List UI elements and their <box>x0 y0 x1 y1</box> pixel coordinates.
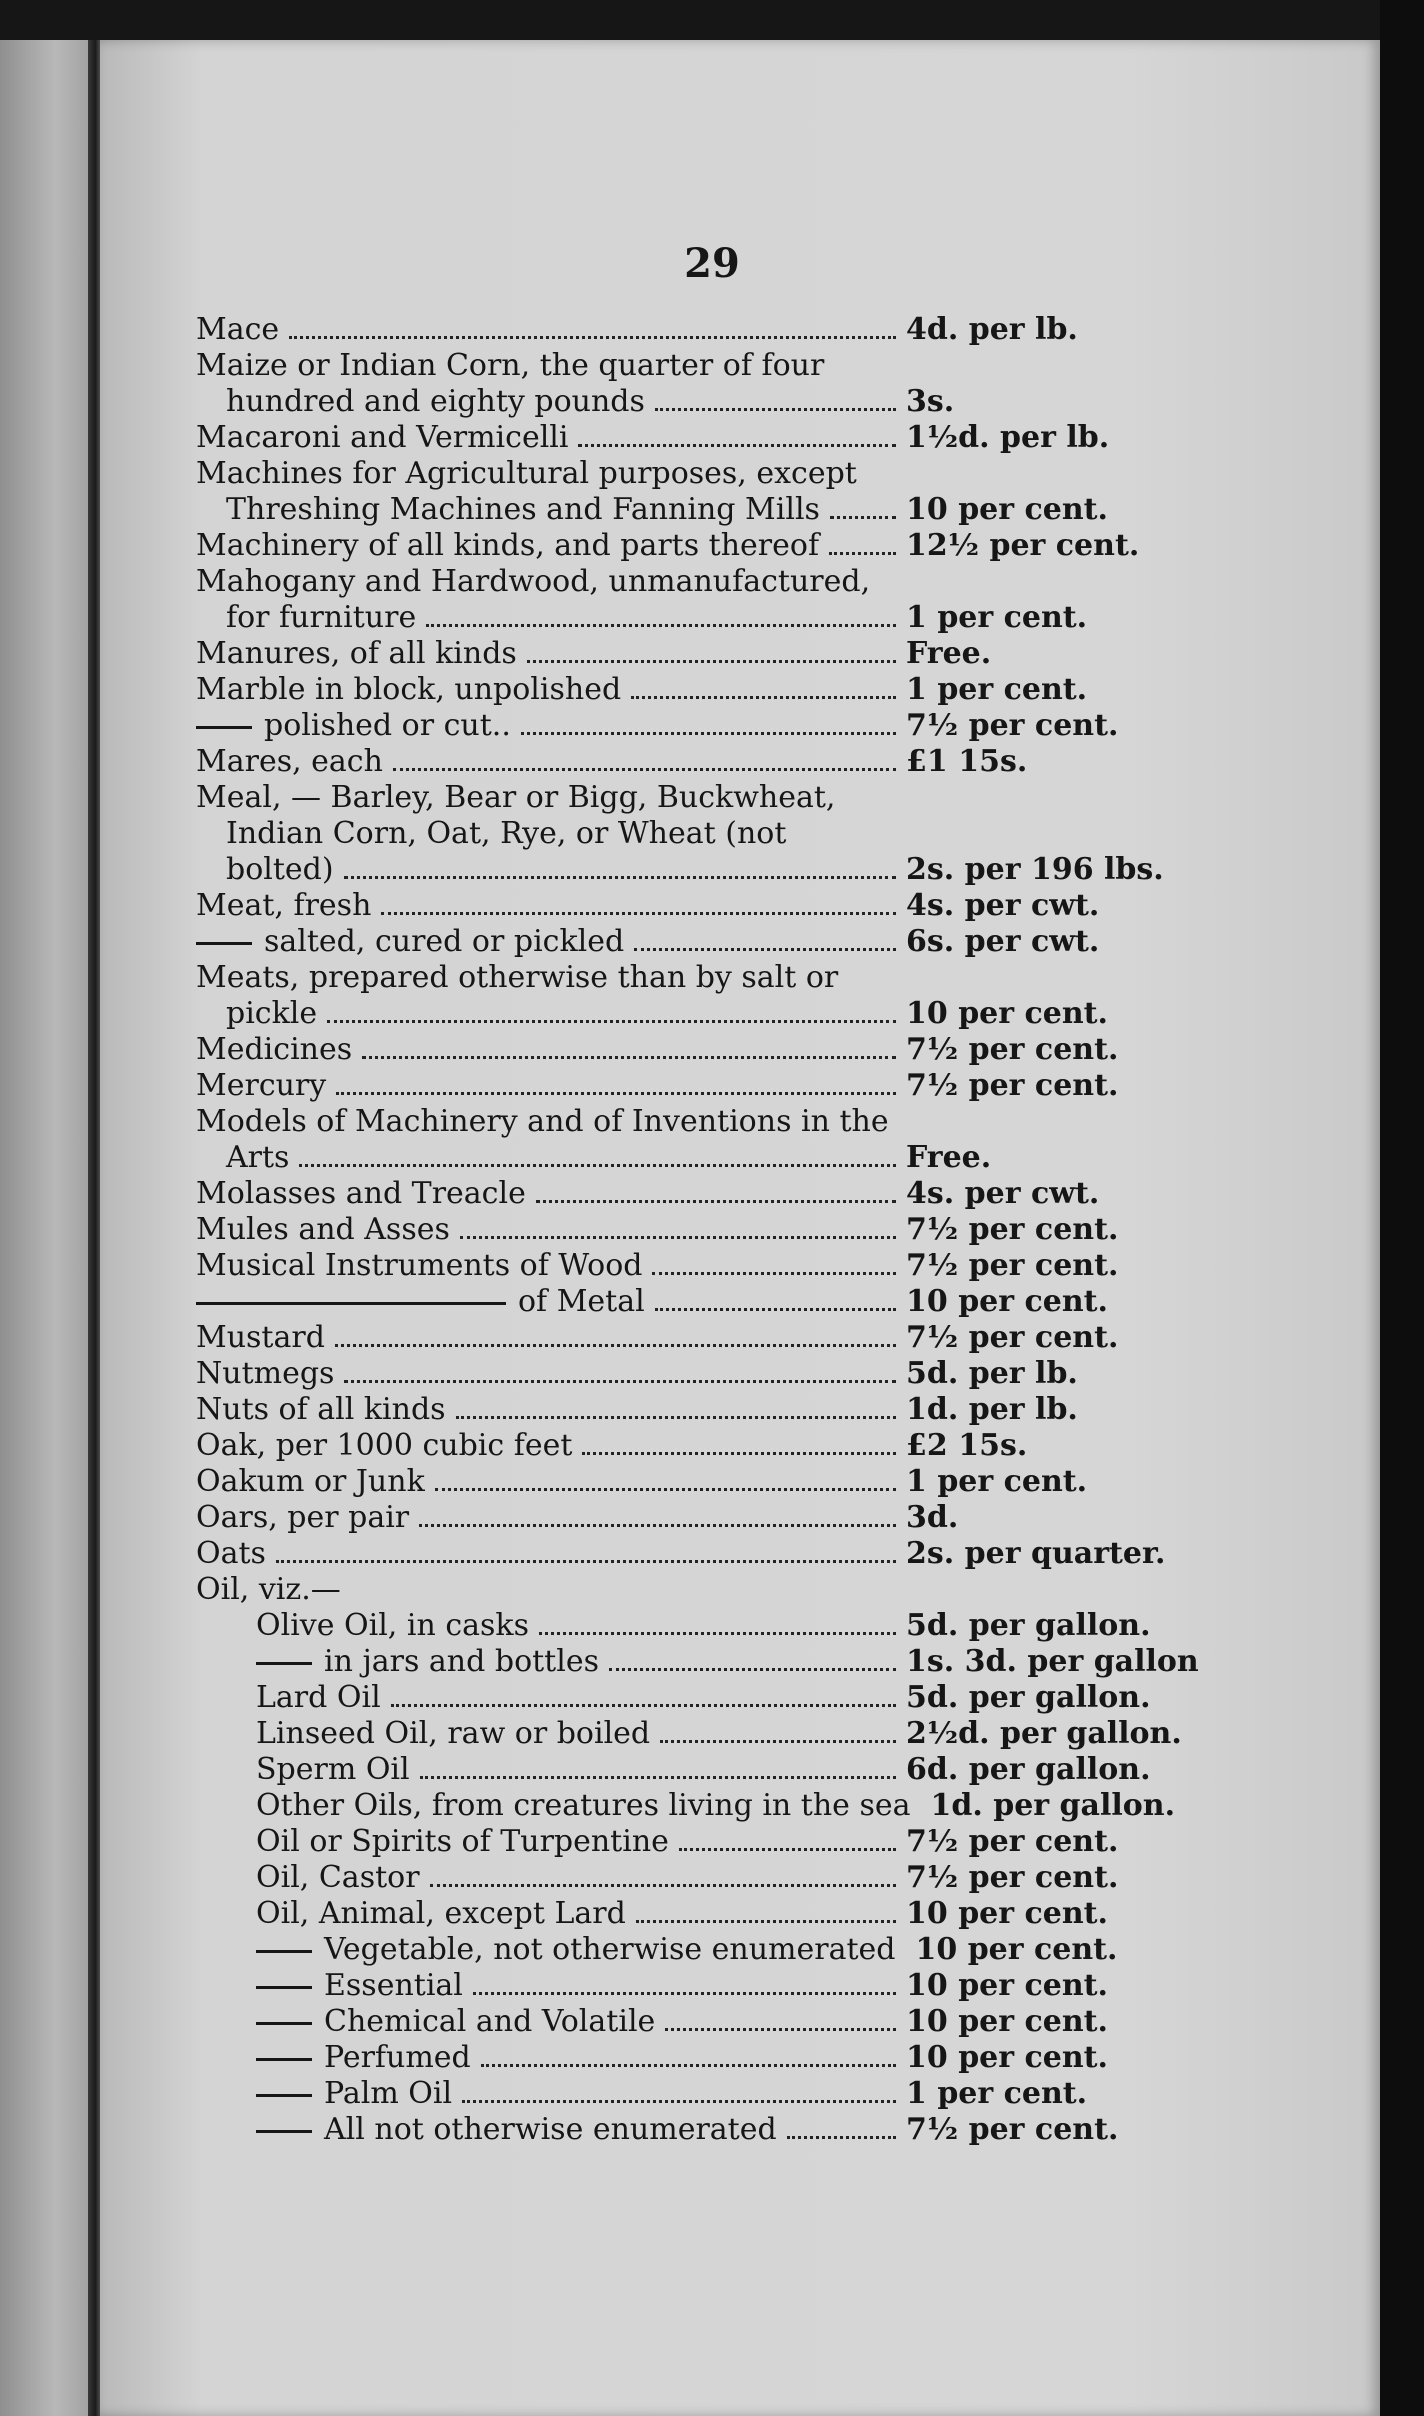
entry-row <box>196 2112 1136 2148</box>
dot-leader <box>393 746 896 771</box>
entry-row <box>196 1752 1151 1788</box>
entry-duty: 2½d. per gallon. <box>906 1716 1182 1751</box>
entry-label: Oats <box>196 1536 266 1571</box>
entry-label: for furniture <box>226 600 417 635</box>
dot-leader <box>391 1682 896 1707</box>
dot-leader <box>830 494 896 519</box>
entry-duty: 10 per cent. <box>906 492 1108 527</box>
tariff-entry <box>196 1968 1136 2004</box>
dot-leader <box>299 1142 896 1167</box>
entry-label: Marble in block, unpolished <box>196 672 622 707</box>
entry-label: Mules and Asses <box>196 1212 450 1247</box>
entry-row <box>196 1788 1176 1824</box>
entry-duty: 7½ per cent. <box>906 2112 1119 2147</box>
dot-leader <box>460 1214 896 1239</box>
entry-label: Oak, per 1000 cubic feet <box>196 1428 573 1463</box>
entry-duty: 7½ per cent. <box>906 708 1119 743</box>
entry-duty: 6d. per gallon. <box>906 1752 1151 1787</box>
entry-label: Mace <box>196 312 280 347</box>
dot-leader <box>578 422 896 447</box>
tariff-entry <box>196 780 1164 888</box>
tariff-entry <box>196 1356 1136 1392</box>
tariff-entry <box>196 2040 1136 2076</box>
tariff-list <box>196 312 1199 2148</box>
tariff-entry <box>196 564 1136 636</box>
dot-leader <box>660 1718 896 1743</box>
dot-leader <box>665 2006 896 2031</box>
dot-leader <box>536 1178 896 1203</box>
entry-duty: 1 per cent. <box>906 600 1088 635</box>
dot-leader <box>582 1430 896 1455</box>
entry-duty: 12½ per cent. <box>906 528 1140 563</box>
dot-leader <box>462 2078 896 2103</box>
tariff-entry <box>196 1752 1151 1788</box>
entry-duty: 1 per cent. <box>906 672 1088 707</box>
tariff-entry <box>196 348 1136 420</box>
entry-duty: 1s. 3d. per gallon <box>906 1644 1199 1679</box>
entry-row <box>196 1212 1136 1248</box>
entry-row <box>196 1896 1136 1932</box>
entry-duty: 1 per cent. <box>906 2076 1088 2111</box>
dot-leader <box>631 674 896 699</box>
entry-label: Oil or Spirits of Turpentine <box>256 1824 669 1859</box>
tariff-entry <box>196 1644 1199 1680</box>
entry-label: Molasses and Treacle <box>196 1176 526 1211</box>
entry-row <box>196 708 1136 744</box>
entry-duty: 7½ per cent. <box>906 1032 1119 1067</box>
entry-row <box>196 1716 1182 1752</box>
tariff-entry <box>196 636 1136 672</box>
dot-leader <box>609 1646 896 1671</box>
entry-row <box>196 1860 1136 1896</box>
entry-text-line: Maize or Indian Corn, the quarter of four <box>196 348 825 383</box>
entry-duty: 7½ per cent. <box>906 1824 1119 1859</box>
entry-label: Musical Instruments of Wood <box>196 1248 643 1283</box>
entry-row <box>196 1680 1151 1716</box>
dot-leader <box>787 2114 896 2139</box>
dot-leader <box>335 1322 896 1347</box>
dot-leader <box>362 1034 896 1059</box>
entry-duty: 3s. <box>906 384 955 419</box>
dot-leader <box>327 998 896 1023</box>
entry-row <box>196 888 1136 924</box>
entry-row <box>196 852 1164 888</box>
entry-duty: 10 per cent. <box>906 1896 1108 1931</box>
entry-row <box>196 384 1136 420</box>
tariff-entry <box>196 924 1136 960</box>
entry-label: Linseed Oil, raw or boiled <box>256 1716 651 1751</box>
entry-row <box>196 1392 1136 1428</box>
entry-duty: 10 per cent. <box>906 1284 1108 1319</box>
entry-row <box>196 1356 1136 1392</box>
entry-text-line: Machines for Agricultural purposes, except <box>196 456 857 491</box>
entry-label: Mares, each <box>196 744 383 779</box>
entry-duty: 10 per cent. <box>915 1932 1118 1967</box>
dot-leader <box>344 854 896 879</box>
entry-label: Oars, per pair <box>196 1500 410 1535</box>
tariff-entry <box>196 1860 1136 1896</box>
entry-duty: Free. <box>906 1140 992 1175</box>
entry-text-line: Mahogany and Hardwood, unmanufactured, <box>196 564 871 599</box>
facing-page-edge <box>0 40 100 2416</box>
entry-row <box>196 1140 1136 1176</box>
dot-leader <box>829 530 896 555</box>
entry-label: Other Oils, from creatures living in the sea <box>256 1788 911 1823</box>
entry-duty: 7½ per cent. <box>906 1860 1119 1895</box>
entry-label: Oil, Castor <box>256 1860 420 1895</box>
dot-leader <box>473 1970 896 1995</box>
tariff-entry <box>196 1680 1151 1716</box>
tariff-entry <box>196 1608 1151 1644</box>
entry-duty: 10 per cent. <box>906 2004 1108 2039</box>
entry-row <box>196 744 1136 780</box>
dot-leader <box>539 1610 896 1635</box>
entry-row <box>196 2004 1136 2040</box>
dot-leader <box>420 1754 896 1779</box>
entry-row <box>196 528 1140 564</box>
entry-label: All not otherwise enumerated <box>256 2112 777 2148</box>
tariff-entry <box>196 1788 1176 1824</box>
tariff-entry <box>196 1392 1136 1428</box>
entry-duty: 5d. per gallon. <box>906 1608 1151 1643</box>
tariff-entry <box>196 2112 1136 2148</box>
tariff-entry <box>196 2076 1136 2112</box>
entry-duty: £1 15s. <box>906 744 1028 779</box>
entry-row <box>196 2076 1136 2112</box>
entry-row <box>196 312 1136 348</box>
dot-leader <box>419 1502 896 1527</box>
entry-row <box>196 1464 1136 1500</box>
tariff-entry <box>196 1104 1136 1176</box>
tariff-entry <box>196 672 1136 708</box>
entry-label: Vegetable, not otherwise enumerated <box>256 1932 896 1968</box>
entry-label: Essential <box>256 1968 463 2004</box>
dot-leader <box>336 1070 896 1095</box>
entry-label: Olive Oil, in casks <box>256 1608 529 1643</box>
entry-label: Sperm Oil <box>256 1752 410 1787</box>
entry-label: Medicines <box>196 1032 353 1067</box>
tariff-entry <box>196 1824 1136 1860</box>
entry-duty: 1d. per lb. <box>906 1392 1078 1427</box>
dot-leader <box>289 314 896 339</box>
entry-label: Threshing Machines and Fanning Mills <box>226 492 820 527</box>
entry-label: polished or cut.. <box>196 708 511 744</box>
entry-duty: 7½ per cent. <box>906 1212 1119 1247</box>
entry-label: bolted) <box>226 852 334 887</box>
tariff-entry <box>196 528 1140 564</box>
tariff-entry <box>196 2004 1136 2040</box>
entry-row <box>196 492 1136 528</box>
tariff-entry <box>196 1464 1136 1500</box>
tariff-entry <box>196 888 1136 924</box>
entry-label: Mercury <box>196 1068 327 1103</box>
dot-leader <box>655 386 896 411</box>
entry-text-line: Indian Corn, Oat, Rye, or Wheat (not <box>226 816 787 851</box>
entry-duty: 5d. per lb. <box>906 1356 1078 1391</box>
tariff-entry <box>196 1932 1136 1968</box>
entry-row <box>196 1644 1199 1680</box>
entry-label: pickle <box>226 996 318 1031</box>
entry-row <box>196 1536 1166 1572</box>
entry-row <box>196 420 1136 456</box>
entry-text-line: Meats, prepared otherwise than by salt or <box>196 960 839 995</box>
dot-leader <box>435 1466 896 1491</box>
entry-label: Oil, Animal, except Lard <box>256 1896 626 1931</box>
entry-duty: 2s. per quarter. <box>906 1536 1166 1571</box>
tariff-entry <box>196 960 1136 1032</box>
entry-row <box>196 1032 1136 1068</box>
entry-label: Oakum or Junk <box>196 1464 425 1499</box>
entry-text-line: Models of Machinery and of Inventions in the <box>196 1104 889 1139</box>
tariff-entry <box>196 1572 1136 1608</box>
entry-duty: 2s. per 196 lbs. <box>906 852 1164 887</box>
dot-leader <box>381 890 896 915</box>
dark-background <box>1380 0 1424 2416</box>
entry-row <box>196 1608 1151 1644</box>
entry-row <box>196 636 1136 672</box>
tariff-entry <box>196 1896 1136 1932</box>
book-spine <box>88 40 100 2416</box>
entry-label: Manures, of all kinds <box>196 636 517 671</box>
entry-row <box>196 2040 1136 2076</box>
entry-label: Nuts of all kinds <box>196 1392 446 1427</box>
tariff-entry <box>196 1320 1136 1356</box>
dot-leader <box>527 638 896 663</box>
dot-leader <box>344 1358 896 1383</box>
entry-duty: Free. <box>906 636 992 671</box>
entry-label: Nutmegs <box>196 1356 335 1391</box>
entry-label: hundred and eighty pounds <box>226 384 645 419</box>
tariff-entry <box>196 1248 1136 1284</box>
entry-row <box>196 1248 1136 1284</box>
page-number: 29 <box>684 240 740 287</box>
tariff-entry <box>196 1212 1136 1248</box>
entry-duty: 10 per cent. <box>906 996 1108 1031</box>
entry-row <box>196 1320 1136 1356</box>
entry-row <box>196 1284 1136 1320</box>
dot-leader <box>655 1286 896 1311</box>
entry-label: Lard Oil <box>256 1680 381 1715</box>
entry-duty: 10 per cent. <box>906 2040 1108 2075</box>
entry-duty: 4s. per cwt. <box>906 888 1100 923</box>
entry-duty: 1½d. per lb. <box>906 420 1110 455</box>
dot-leader <box>679 1826 896 1851</box>
dot-leader <box>430 1862 896 1887</box>
entry-row <box>196 1824 1136 1860</box>
entry-duty: 7½ per cent. <box>906 1320 1119 1355</box>
entry-label: Macaroni and Vermicelli <box>196 420 569 455</box>
entry-label: Machinery of all kinds, and parts thereof <box>196 528 820 563</box>
entry-duty: 5d. per gallon. <box>906 1680 1151 1715</box>
entry-row <box>196 1968 1136 2004</box>
tariff-entry <box>196 1536 1166 1572</box>
tariff-entry <box>196 1284 1136 1320</box>
tariff-entry <box>196 312 1136 348</box>
entry-duty: 7½ per cent. <box>906 1068 1119 1103</box>
dot-leader <box>521 710 896 735</box>
tariff-entry <box>196 420 1136 456</box>
tariff-entry <box>196 744 1136 780</box>
tariff-entry <box>196 1428 1136 1464</box>
dot-leader <box>652 1250 896 1275</box>
dot-leader <box>456 1394 896 1419</box>
entry-row <box>196 672 1136 708</box>
entry-row <box>196 1500 1136 1536</box>
entry-text-line: Meal, — Barley, Bear or Bigg, Buckwheat, <box>196 780 836 815</box>
entry-label: Arts <box>226 1140 290 1175</box>
dot-leader <box>276 1538 896 1563</box>
entry-duty: 3d. <box>906 1500 959 1535</box>
dot-leader <box>426 602 896 627</box>
tariff-entry <box>196 1716 1182 1752</box>
entry-duty: 10 per cent. <box>906 1968 1108 2003</box>
entry-row <box>196 924 1136 960</box>
entry-label: Mustard <box>196 1320 325 1355</box>
entry-duty: 6s. per cwt. <box>906 924 1100 959</box>
entry-row <box>196 1428 1136 1464</box>
tariff-entry <box>196 1032 1136 1068</box>
entry-duty: 4s. per cwt. <box>906 1176 1100 1211</box>
dot-leader <box>481 2042 896 2067</box>
entry-label: Meat, fresh <box>196 888 372 923</box>
entry-duty: 1d. per gallon. <box>930 1788 1176 1823</box>
tariff-entry <box>196 1500 1136 1536</box>
entry-row <box>196 1932 1136 1968</box>
entry-duty: £2 15s. <box>906 1428 1028 1463</box>
tariff-entry <box>196 1176 1136 1212</box>
entry-duty: 7½ per cent. <box>906 1248 1119 1283</box>
entry-row <box>196 600 1136 636</box>
entry-row <box>196 996 1136 1032</box>
entry-duty: 4d. per lb. <box>906 312 1078 347</box>
entry-label: of Metal <box>196 1284 645 1320</box>
tariff-entry <box>196 708 1136 744</box>
entry-row <box>196 1176 1136 1212</box>
tariff-entry <box>196 456 1136 528</box>
section-heading: Oil, viz.— <box>196 1572 341 1607</box>
entry-label: Perfumed <box>256 2040 471 2076</box>
entry-label: Palm Oil <box>256 2076 452 2112</box>
tariff-entry <box>196 1068 1136 1104</box>
dot-leader <box>636 1898 896 1923</box>
entry-duty: 1 per cent. <box>906 1464 1088 1499</box>
entry-label: Chemical and Volatile <box>256 2004 655 2040</box>
dot-leader <box>634 926 896 951</box>
entry-label: salted, cured or pickled <box>196 924 624 960</box>
entry-label: in jars and bottles <box>256 1644 599 1680</box>
entry-row <box>196 1068 1136 1104</box>
